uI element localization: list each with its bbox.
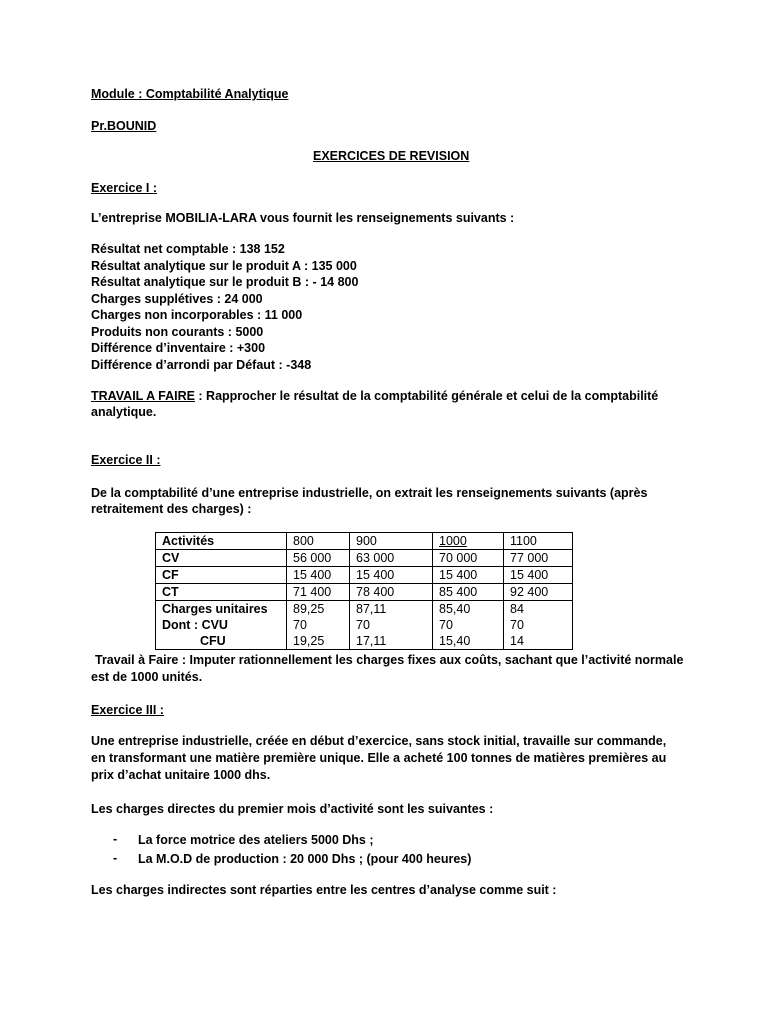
task-label: TRAVAIL A FAIRE [91, 389, 195, 403]
table-header-cell: 1000 [433, 533, 504, 550]
table-cell: 15 400 [350, 567, 433, 584]
table-header-row [156, 533, 573, 550]
unit-label: Charges unitaires [162, 602, 268, 616]
unit-label: Dont : CVU [162, 618, 228, 632]
exercise-1-data-list [91, 241, 358, 373]
unit-value: 70 [293, 618, 307, 632]
indirect-charges-intro: Les charges indirectes sont réparties entre les centres d’analyse comme suit : [91, 883, 557, 897]
bullet-marker: - [113, 851, 118, 865]
exercise-2-task-continued: est de 1000 unités. [91, 670, 203, 684]
unit-value: 84 [510, 602, 524, 616]
exercise-3-paragraph-line: prix d’achat unitaire 1000 dhs. [91, 768, 271, 782]
table-row [156, 550, 573, 567]
unit-value: 19,25 [293, 634, 325, 648]
exercise-3-heading: Exercice III : [91, 703, 164, 717]
unit-value: 87,11 [356, 602, 387, 616]
table-cell: CF [156, 567, 287, 584]
table-cell: 92 400 [504, 584, 573, 601]
task-text: : Rapprocher le résultat de la comptabilité générale et celui de la comptabilité [194, 389, 659, 403]
table-cell [350, 601, 433, 650]
bullet-item: La force motrice des ateliers 5000 Dhs ; [138, 833, 374, 847]
table-cell: 56 000 [287, 550, 350, 567]
exercise-1-task [91, 388, 658, 404]
table-cell: 77 000 [504, 550, 573, 567]
list-item: Charges non incorporables : 11 000 [91, 308, 303, 322]
exercise-2-task: Travail à Faire : Imputer rationnellement les charges fixes aux coûts, sachant que l’activité normale [95, 653, 684, 667]
unit-value: 70 [510, 618, 524, 632]
table-cell [287, 601, 350, 650]
table-cell [433, 601, 504, 650]
table-cell [504, 601, 573, 650]
exercise-1-intro: L’entreprise MOBILIA-LARA vous fournit les renseignements suivants : [91, 211, 515, 225]
list-item: Différence d’arrondi par Défaut : -348 [91, 357, 312, 372]
table-header-cell: 1100 [504, 533, 573, 550]
list-item: Charges supplétives : 24 000 [91, 291, 263, 306]
table-cell: 85 400 [433, 584, 504, 601]
table-header-cell: 800 [287, 533, 350, 550]
table-row [156, 584, 573, 601]
unit-value: 14 [510, 634, 524, 648]
table-cell: 15 400 [504, 567, 573, 584]
exercise-2-heading: Exercice II : [91, 453, 161, 467]
list-item: Produits non courants : 5000 [91, 324, 264, 339]
list-item: Résultat net comptable : 138 152 [91, 242, 285, 256]
exercise-1-task-continued: analytique. [91, 405, 157, 419]
table-header-cell: 900 [350, 533, 433, 550]
table-cell: CT [156, 584, 287, 601]
unit-value: 15,40 [439, 634, 471, 648]
professor-name: Pr.BOUNID [91, 119, 157, 133]
unit-value: 70 [356, 618, 370, 632]
list-item: Résultat analytique sur le produit A : 135 000 [91, 258, 357, 273]
exercise-3-paragraph-line: en transformant une matière première unique. Elle a acheté 100 tonnes de matières premières au [91, 751, 667, 765]
activities-cost-table [155, 532, 573, 650]
unit-label: CFU [200, 634, 226, 648]
exercise-2-intro: De la comptabilité d’une entreprise industrielle, on extrait les renseignements suivants (après [91, 486, 648, 500]
list-item: Différence d’inventaire : +300 [91, 341, 266, 355]
table-cell: 15 400 [433, 567, 504, 584]
unit-value: 89,25 [293, 602, 325, 616]
table-cell: 70 000 [433, 550, 504, 567]
bullet-marker: - [113, 832, 118, 846]
module-title: Module : Comptabilité Analytique [91, 87, 289, 101]
bullet-item: La M.O.D de production : 20 000 Dhs ; (pour 400 heures) [138, 852, 472, 866]
document-title: EXERCICES DE REVISION [313, 149, 470, 163]
table-row [156, 567, 573, 584]
table-cell: 71 400 [287, 584, 350, 601]
exercise-2-intro-continued: retraitement des charges) : [91, 502, 252, 516]
exercise-3-paragraph-line: Une entreprise industrielle, créée en début d’exercice, sans stock initial, travaille sur commande, [91, 734, 667, 748]
table-cell [156, 601, 287, 650]
table-header-cell: Activités [156, 533, 287, 550]
unit-value: 85,40 [439, 602, 471, 616]
table-cell: CV [156, 550, 287, 567]
direct-charges-intro: Les charges directes du premier mois d’activité sont les suivantes : [91, 802, 494, 816]
list-item: Résultat analytique sur le produit B : - 14 800 [91, 275, 359, 289]
exercise-1-heading: Exercice I : [91, 181, 158, 195]
table-cell: 78 400 [350, 584, 433, 601]
unit-value: 17,11 [356, 634, 387, 648]
table-cell: 15 400 [287, 567, 350, 584]
unit-value: 70 [439, 618, 453, 632]
table-row-unit-costs [156, 601, 573, 650]
table-cell: 63 000 [350, 550, 433, 567]
